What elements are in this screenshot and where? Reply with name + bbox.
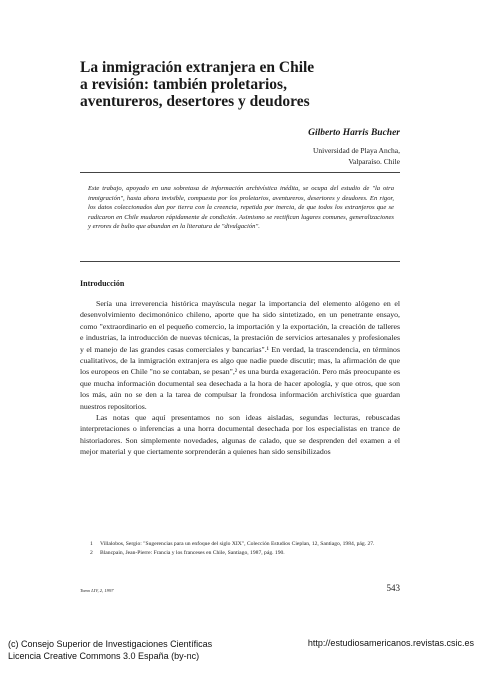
article-title bbox=[80, 59, 400, 110]
journal-reference: Tomo LIV, 2, 1997 bbox=[80, 588, 114, 593]
abstract-bottom-rule bbox=[80, 261, 400, 262]
license-line: Licencia Creative Commons 3.0 España (by-nc) bbox=[8, 651, 200, 661]
affiliation-line: Valparaíso. Chile bbox=[348, 157, 400, 166]
body-paragraph: Las notas que aquí presentamos no son ideas aisladas, segundas lecturas, rebuscadas interpretaciones o inferencias a una horra documental desechada por los especialistas en trance de historiadores. Son simplemente novedades, algunas de calado, que se desprenden del examen a el mejor material y que ciertamente sorprenderán a quienes han sido sensibilizados bbox=[80, 413, 400, 457]
license-line: (c) Consejo Superior de Investigaciones Científicas bbox=[8, 639, 213, 649]
footnotes bbox=[80, 540, 400, 558]
license-notice bbox=[8, 638, 212, 662]
body-paragraph: Sería una irreverencia histórica mayúscula negar la importancia del elemento alógeno en el desenvolvimiento decimonónico chileno, aporte que ha sido sintetizado, en un penetrante ensayo, como "extraordinario en el pequeño comercio, la importación y la exportación, la creación de talleres e industrias, la introducción de nuevas técnicas, la prestación de servicios artesanales y profesionales y el manejo de las grandes casas comerciales y bancarias".¹ En verdad, la trascendencia, en términos cualitativos, de la inmigración extranjera es algo que nadie puede discutir; mas, la afirmación de que los europeos en Chile "no se contaban, se pesan",² es una burda exageración. Pero más preocupante es que mucha información documental sea desechada a la hora de hacer apología, y que otros, que son los más, aún no se den a la tarea de compulsar la frondosa información archivística que guardan nuestros repositorios. bbox=[80, 299, 400, 411]
author-affiliation bbox=[313, 145, 400, 167]
title-line: La inmigración extranjera en Chile bbox=[80, 59, 315, 76]
page-number: 543 bbox=[386, 583, 400, 593]
footnote bbox=[80, 549, 400, 558]
affiliation-line: Universidad de Playa Ancha, bbox=[312, 146, 400, 155]
body-text bbox=[80, 298, 400, 458]
section-heading: Introducción bbox=[80, 279, 125, 288]
footnote-number: 2 bbox=[90, 549, 93, 556]
footnote bbox=[80, 540, 400, 549]
title-line: aventureros, desertores y deudores bbox=[80, 93, 310, 110]
abstract: Este trabajo, apoyado en una sobretasa de información archivística inédita, se ocupa del estudio de "la otra inmigración", hasta ahora invisible, compuesta por los proletarios, aventureros, desertores y deudores. En rigor, los datos coleccionados dan por tierra con la creencia, repetida por inercia, de que todos los extranjeros que se radicaron en Chile mudaron rápidamente de condición. Asimismo se rectifican lugares comunes, generalizaciones y errores de bulto que abundan en la literatura de "divulgación". bbox=[88, 185, 394, 231]
journal-url[interactable]: http://estudiosamericanos.revistas.csic.es bbox=[307, 638, 474, 648]
abstract-top-rule bbox=[80, 172, 400, 173]
footnote-number: 1 bbox=[90, 541, 93, 547]
author-name: Gilberto Harris Bucher bbox=[308, 128, 400, 138]
footnote-text: Blancpain, Jean-Pierre: Francia y los franceses en Chile, Santiago, 1987, pág. 190. bbox=[100, 549, 285, 556]
footnote-text: Villalobos, Sergio: "Sugerencias para un enfoque del siglo XIX", Colección Estudios Cieplan, 12, Santiago, 1984, pág. 27. bbox=[100, 541, 375, 547]
title-line: a revisión: también proletarios, bbox=[80, 76, 287, 93]
